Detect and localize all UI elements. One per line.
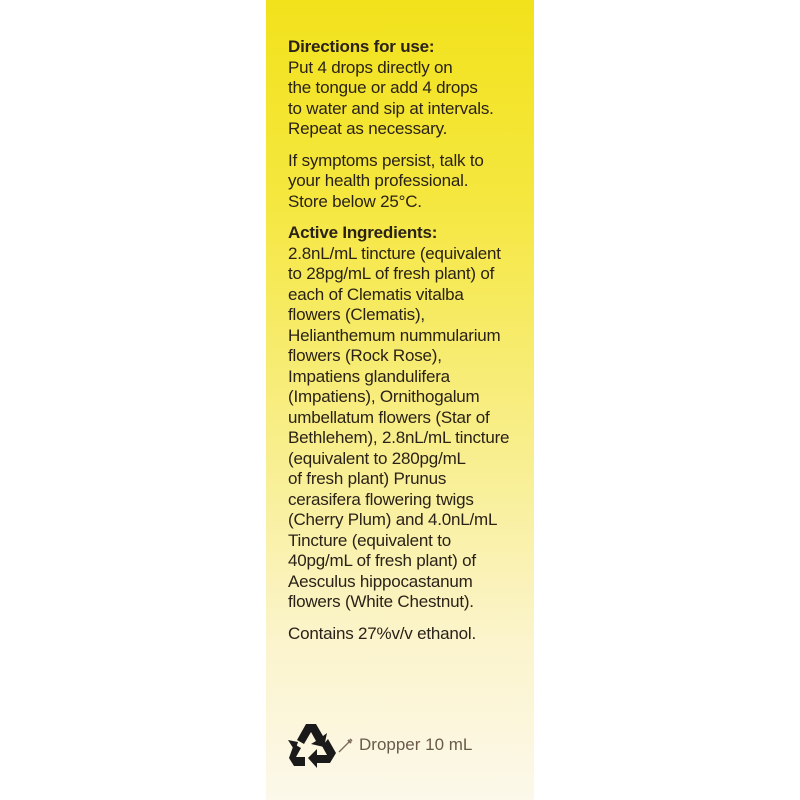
ingredients-line: Impatiens glandulifera [288,366,450,386]
ingredients-heading: Active Ingredients: [288,223,438,242]
ingredients-line: flowers (Clematis), [288,305,425,324]
ingredients-line: Tincture (equivalent to [288,530,451,550]
ingredients-line: Aesculus hippocastanum [288,571,473,591]
ingredients-line: each of Clematis vitalba [288,284,464,304]
spacer [288,212,538,223]
ingredients-line: Helianthemum nummularium [288,325,501,345]
dropper-label: Dropper 10 mL [359,735,473,754]
advice-line: your health professional. [288,171,469,190]
ingredients-line: (equivalent to 280pg/mL [288,448,466,468]
ingredients-line: of fresh plant) Prunus [288,469,447,488]
dropper-volume [336,733,472,757]
spacer [288,140,538,151]
directions-line: the tongue or add 4 drops [288,78,478,97]
ingredients-line: (Cherry Plum) and 4.0nL/mL [288,510,498,529]
ingredients-line: cerasifera flowering twigs [288,489,474,509]
ingredients-line: flowers (White Chestnut). [288,592,474,611]
advice-line: If symptoms persist, talk to [288,150,484,170]
recycle-icon [286,720,340,770]
ingredients-line: (Impatiens), Ornithogalum [288,387,480,406]
directions-line: Put 4 drops directly on [288,57,453,77]
directions-line: Repeat as necessary. [288,119,448,138]
ingredients-line: umbellatum flowers (Star of [288,407,490,427]
label-text [288,37,538,644]
ingredients-line: Bethlehem), 2.8nL/mL tincture [288,428,510,447]
ingredients-line: to 28pg/mL of fresh plant) of [288,264,495,283]
ingredients-line: 40pg/mL of fresh plant) of [288,551,476,570]
ethanol-note: Contains 27%v/v ethanol. [288,623,476,643]
directions-heading: Directions for use: [288,37,435,56]
dropper-icon [336,735,356,755]
directions-line: to water and sip at intervals. [288,98,494,118]
ingredients-line: flowers (Rock Rose), [288,346,442,365]
spacer [288,613,538,624]
advice-line: Store below 25°C. [288,191,422,211]
ingredients-line: 2.8nL/mL tincture (equivalent [288,243,501,263]
